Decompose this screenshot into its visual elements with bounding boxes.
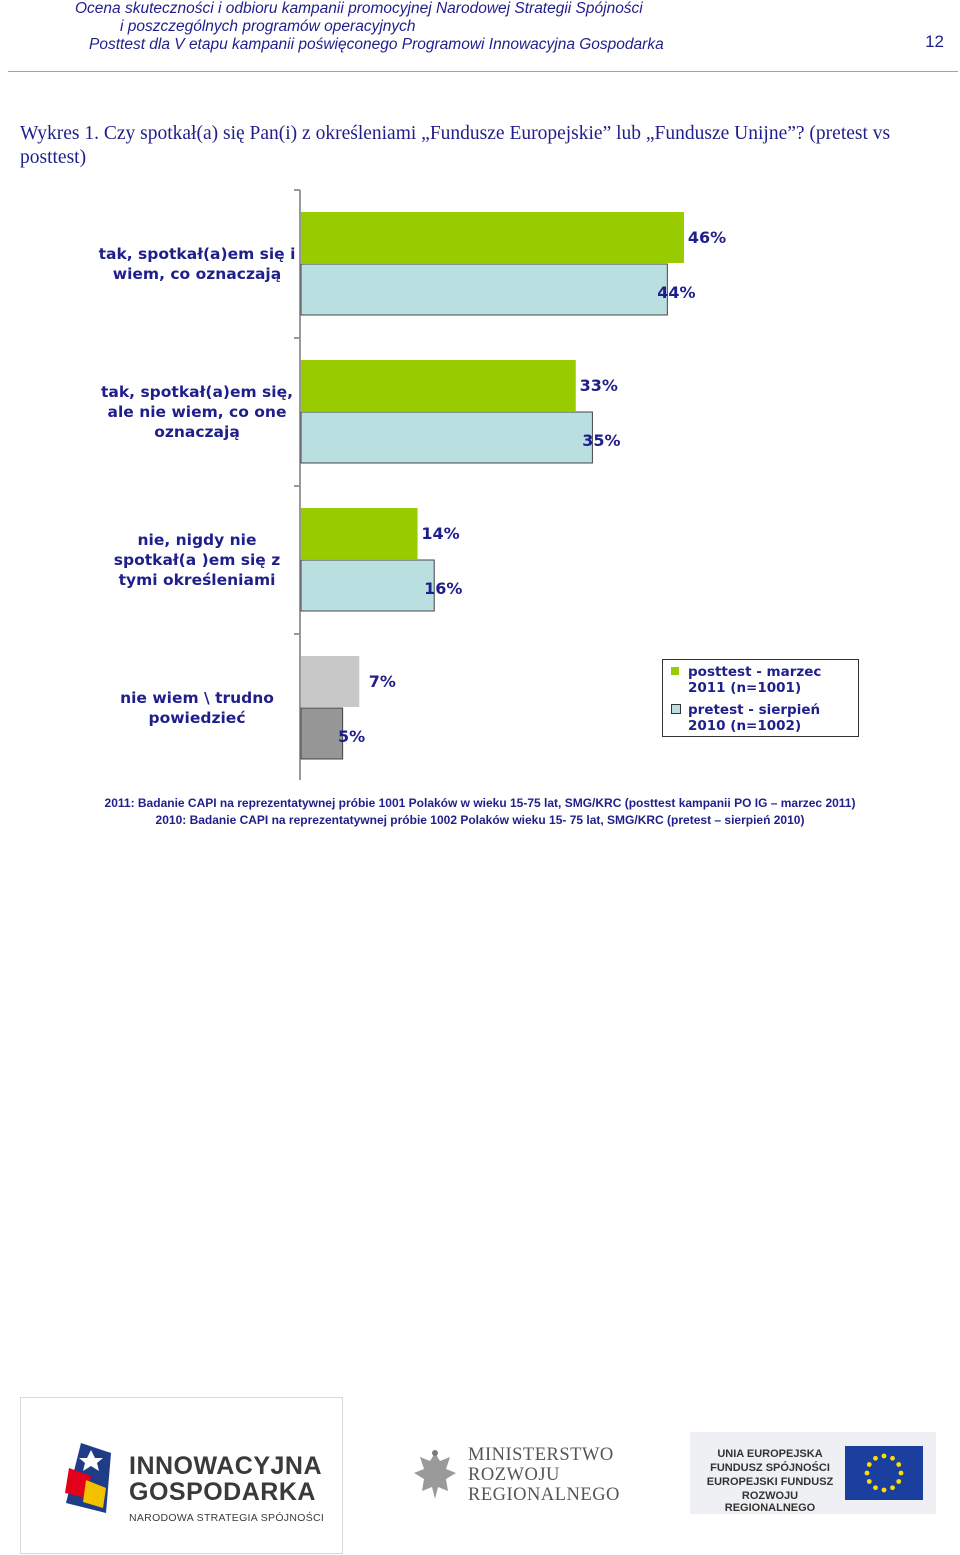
ministerstwo-logo bbox=[408, 1445, 623, 1505]
ue-logo-line3: EUROPEJSKI FUNDUSZ bbox=[706, 1476, 834, 1488]
mrr-logo-line1: MINISTERSTWO bbox=[468, 1445, 614, 1465]
mrr-logo-line2: ROZWOJU bbox=[468, 1465, 560, 1485]
eu-star bbox=[899, 1471, 904, 1476]
data-label: 44% bbox=[657, 283, 696, 302]
ig-logo-line1: INNOWACYJNA bbox=[129, 1452, 323, 1480]
header-line-3: Posttest dla V etapu kampanii poświęconego Programowi Innowacyjna Gospodarka bbox=[89, 36, 664, 53]
header-line-1: Ocena skuteczności i odbioru kampanii promocyjnej Narodowej Strategii Spójności bbox=[75, 0, 643, 17]
eu-flag-icon bbox=[845, 1446, 923, 1500]
bar-pretest bbox=[301, 264, 667, 315]
data-label: 35% bbox=[582, 431, 621, 450]
bar-pretest bbox=[301, 560, 434, 611]
data-label: 33% bbox=[579, 376, 618, 395]
bar-posttest bbox=[301, 212, 684, 263]
category-label: nie, nigdy nie bbox=[137, 531, 257, 549]
source-note-2010: 2010: Badanie CAPI na reprezentatywnej próbie 1002 Polaków wieku 15- 75 lat, SMG/KRC (pretest – sierpień 2010) bbox=[155, 813, 805, 827]
category-label: nie wiem \ trudno bbox=[120, 689, 274, 707]
ue-logo-line2: FUNDUSZ SPÓJNOŚCI bbox=[710, 1462, 830, 1474]
category-label: tak, spotkał(a)em się, bbox=[101, 383, 293, 401]
eu-star bbox=[865, 1471, 870, 1476]
header-line-2: i poszczególnych programów operacyjnych bbox=[120, 18, 416, 35]
eu-star bbox=[896, 1479, 901, 1484]
ue-logo-line4: ROZWOJU REGIONALNEGO bbox=[724, 1490, 816, 1514]
eu-star bbox=[867, 1462, 872, 1467]
ue-logo-line1: UNIA EUROPEJSKA bbox=[717, 1448, 823, 1460]
eu-star bbox=[882, 1454, 887, 1459]
unia-europejska-logo bbox=[690, 1432, 936, 1514]
bar-pretest bbox=[301, 708, 343, 759]
eu-star bbox=[873, 1456, 878, 1461]
eu-star bbox=[896, 1462, 901, 1467]
category-label: oznaczają bbox=[154, 423, 240, 441]
bar-pretest bbox=[301, 412, 592, 463]
eu-star bbox=[867, 1479, 872, 1484]
ig-logo-line3: NARODOWA STRATEGIA SPÓJNOŚCI bbox=[129, 1512, 325, 1524]
source-note-2011: 2011: Badanie CAPI na reprezentatywnej próbie 1001 Polaków w wieku 15-75 lat, SMG/KRC (posttest kampanii PO IG – marzec 2011) bbox=[104, 796, 856, 810]
legend-swatch-posttest bbox=[671, 667, 679, 675]
category-label: powiedzieć bbox=[148, 709, 246, 727]
ig-logo-line2: GOSPODARKA bbox=[129, 1478, 316, 1506]
data-label: 16% bbox=[424, 579, 463, 598]
innowacyjna-gospodarka-logo bbox=[20, 1397, 343, 1554]
category-label: ale nie wiem, co one bbox=[107, 403, 287, 421]
ig-flag-icon bbox=[61, 1438, 121, 1518]
data-label: 5% bbox=[338, 727, 366, 746]
header-divider bbox=[8, 71, 958, 72]
legend-item-pretest bbox=[671, 702, 854, 734]
chart-legend bbox=[662, 659, 859, 737]
category-label: spotkał(a )em się z bbox=[113, 551, 281, 569]
legend-swatch-pretest bbox=[671, 704, 681, 714]
bar-posttest bbox=[301, 508, 418, 559]
data-label: 14% bbox=[421, 524, 460, 543]
category-label: tak, spotkał(a)em się i bbox=[98, 245, 296, 263]
legend-item-posttest bbox=[671, 664, 854, 696]
eu-star bbox=[890, 1456, 895, 1461]
eu-star bbox=[890, 1485, 895, 1490]
category-label: tymi określeniami bbox=[118, 571, 276, 589]
legend-label-posttest: posttest - marzec 2011 (n=1001) bbox=[688, 664, 822, 696]
data-label: 7% bbox=[368, 672, 396, 691]
page-number: 12 bbox=[925, 32, 944, 51]
figure-title: Wykres 1. Czy spotkał(a) się Pan(i) z określeniami „Fundusze Europejskie” lub „Fundusze Unijne”? (pretest vs posttest) bbox=[20, 123, 891, 168]
legend-label-pretest: pretest - sierpień 2010 (n=1002) bbox=[688, 702, 821, 734]
mrr-logo-line3: REGIONALNEGO bbox=[468, 1485, 620, 1505]
eu-star bbox=[882, 1488, 887, 1493]
eu-star bbox=[873, 1485, 878, 1490]
bar-posttest bbox=[301, 360, 576, 411]
category-label: wiem, co oznaczają bbox=[112, 265, 282, 283]
eagle-emblem-icon bbox=[410, 1447, 460, 1503]
bar-posttest bbox=[301, 656, 359, 707]
data-label: 46% bbox=[687, 228, 727, 247]
